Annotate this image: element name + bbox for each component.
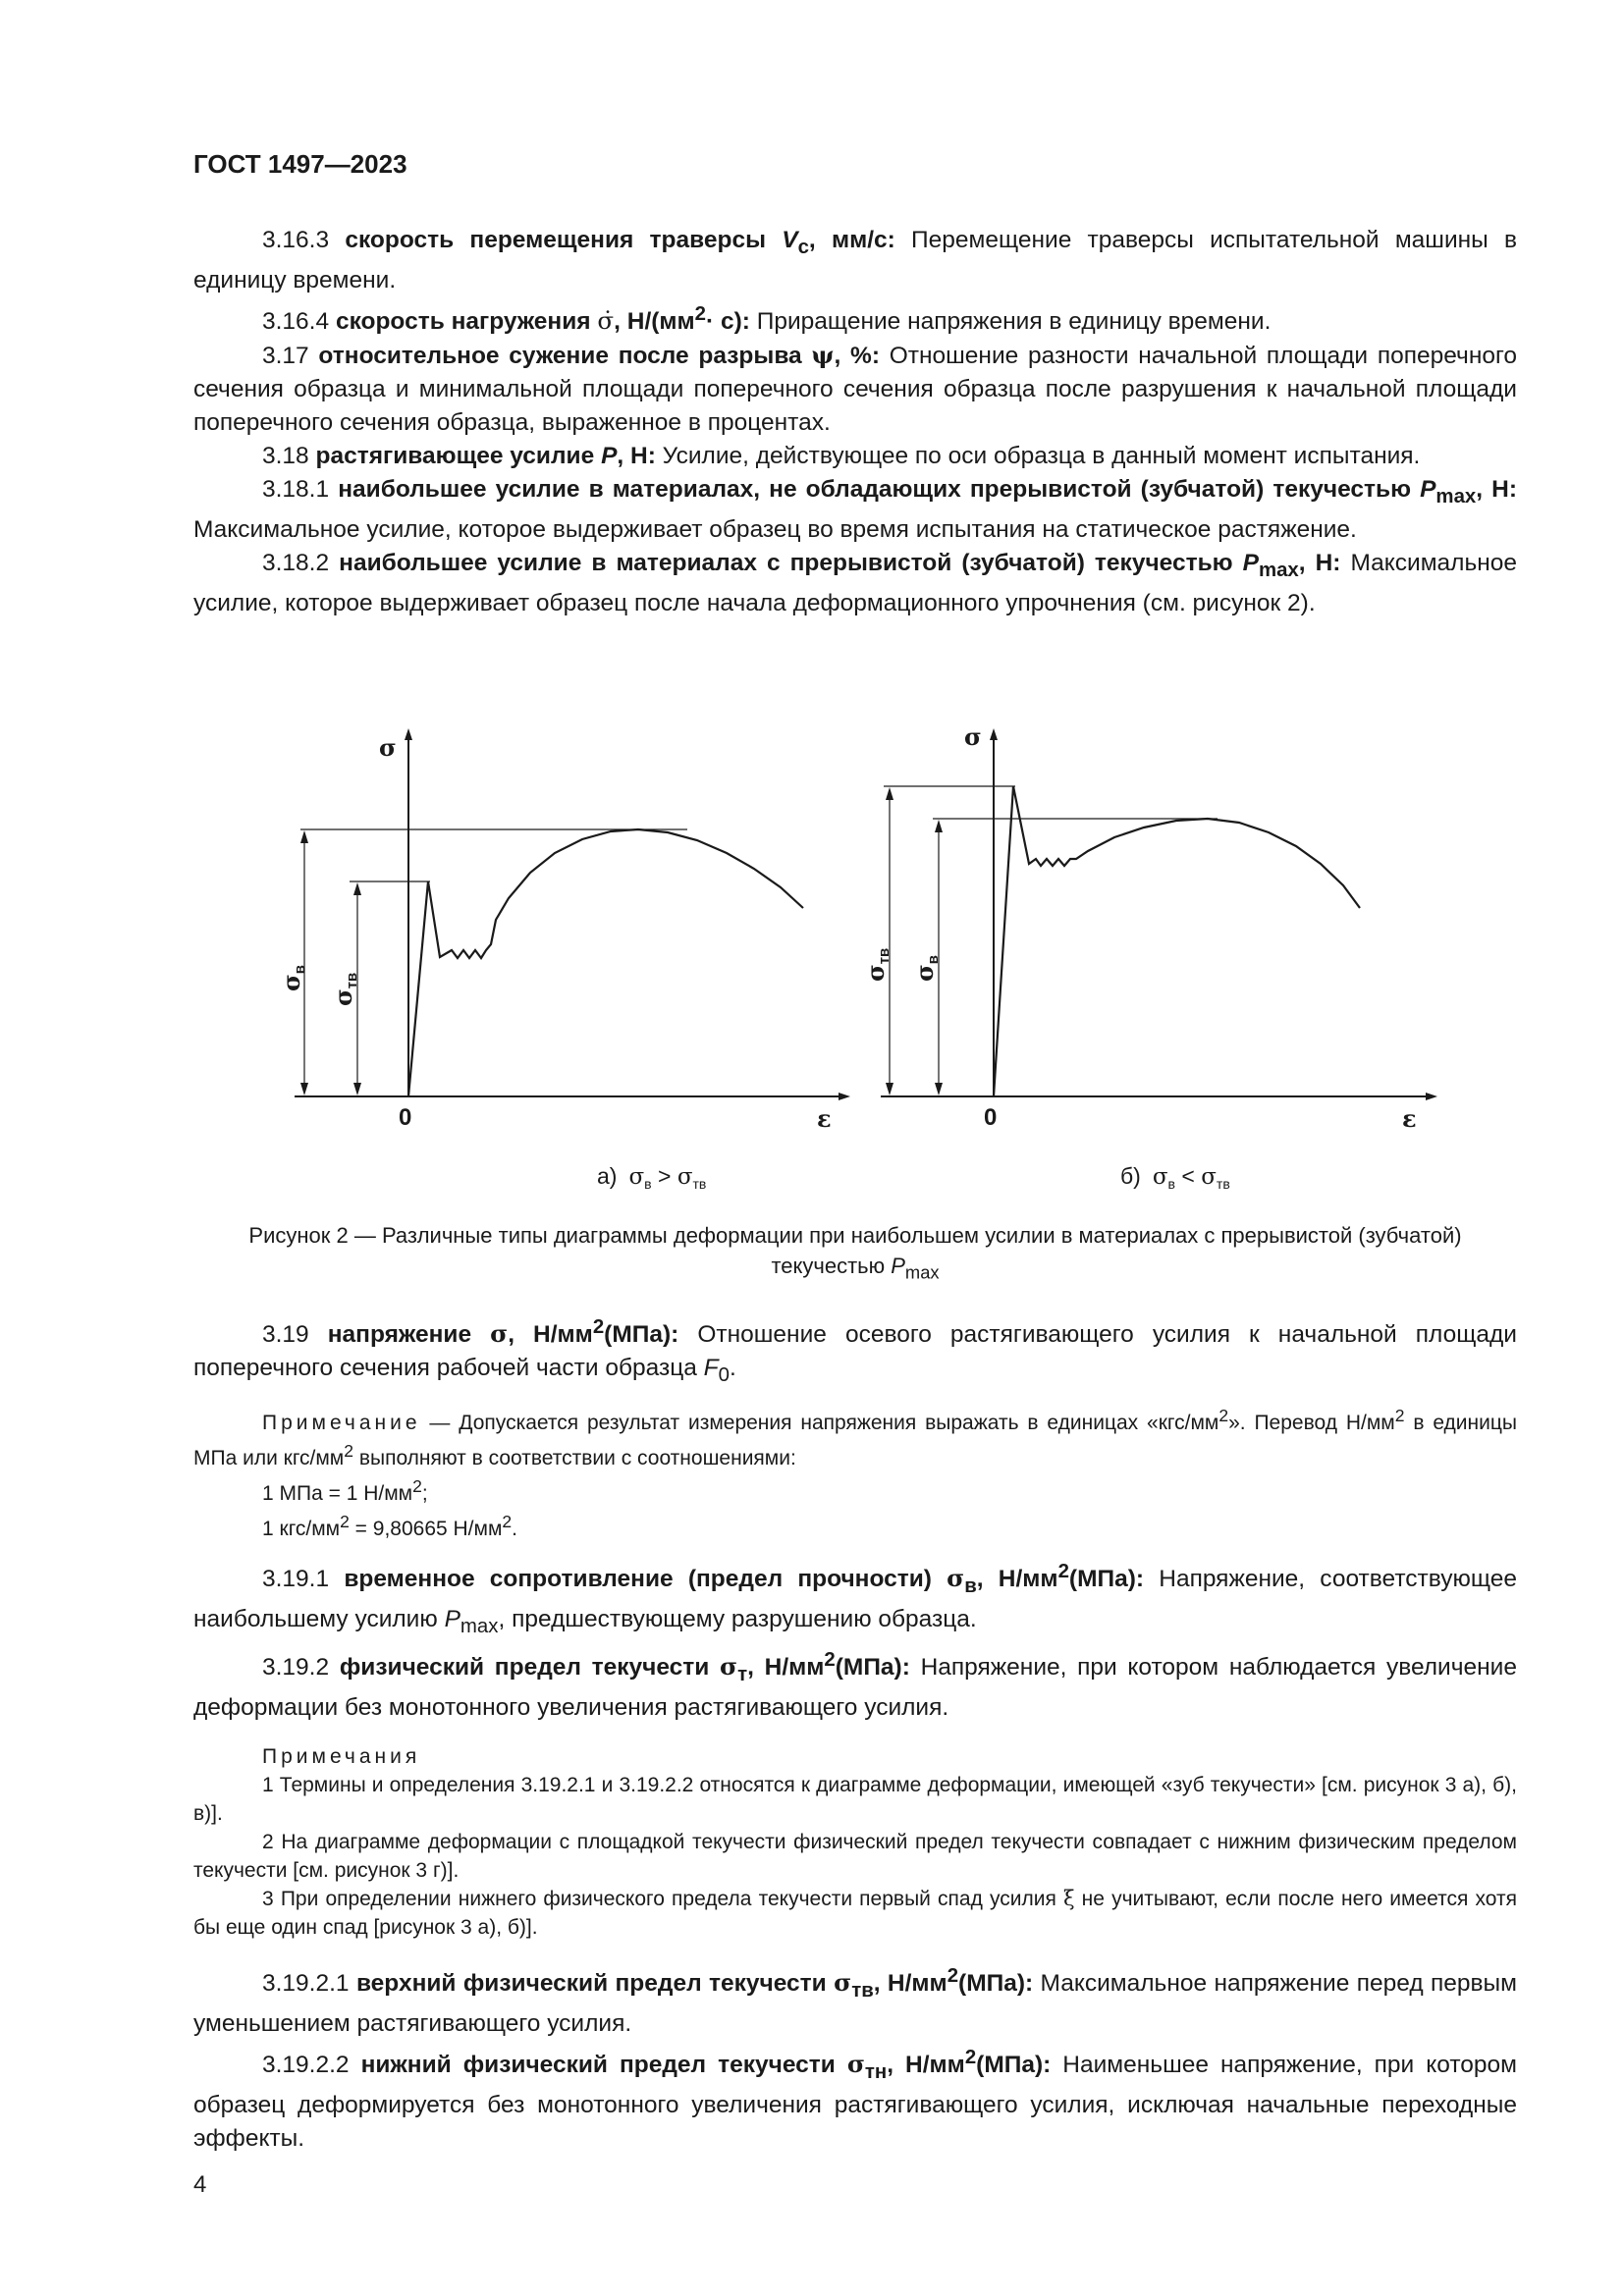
notes-title: Примечания [262, 1745, 421, 1769]
clause-number: 3.17 [262, 343, 309, 370]
diagram-a-axis-y-label: σ [379, 733, 397, 762]
clause-term: относительное сужение после разрыва ψ, %: [318, 341, 880, 370]
clause-definition: Усилие, действующее по оси образца в данный момент испытания. [655, 443, 1421, 470]
clause-term: наибольшее усилие в материалах, не обладающих прерывистой (зубчатой) текучестью $P_{max}$, Н: [338, 476, 1518, 507]
clause-term: временное сопротивление (предел прочности) $\sigma_в$, $Н/мм^2(МПа)$: [344, 1561, 1145, 1598]
clause-3-19-1 [193, 1555, 1517, 1643]
diagram-a-caption: а) $\sigma_в > \sigma_{тв}$ [597, 1163, 707, 1192]
diagram-b-caption: б) $\sigma_в < \sigma_{тв}$ [1120, 1163, 1230, 1192]
clause-definition: Перемещение траверсы испытательной машины в единицу времени. [193, 227, 1518, 294]
clause-3-19 [193, 1310, 1517, 1392]
clause-number: 3.19.2.2 [262, 2052, 350, 2079]
diagram-a-origin-label: 0 [399, 1104, 412, 1131]
clause-term: наибольшее усилие в материалах с прерывистой (зубчатой) текучестью $P_{max}$, Н: [339, 549, 1341, 581]
clause-3-19-2-1 [193, 1959, 1517, 2041]
note-3-19-line-1: 1 МПа = 1 $Н/мм^2$; [262, 1476, 428, 1506]
diagram-b-origin-label: 0 [984, 1104, 998, 1131]
clause-term: скорость нагружения σ̇, $Н/(мм^2\cdot с)$: [335, 302, 750, 336]
clause-term: напряжение σ, $Н/мм^2(МПа)$: [327, 1316, 679, 1349]
note-3-19-text: Примечание — Допускается результат измерения напряжения выражать в единицах «$кгс/мм^2$». Перевод $Н/мм^2$ в единицы МПа или кгс/$мм^2$ выполняют в соответствии с соотношениями: [193, 1406, 1517, 1470]
notes-3-19-2 [193, 1742, 1517, 1942]
clause-number: 3.18.1 [262, 476, 330, 504]
note-1: 1 Термины и определения 3.19.2.1 и 3.19.2.2 относятся к диаграмме деформации, имеющей «зуб текучести» [см. рисунок 3 а), б), в)]. [193, 1774, 1517, 1826]
clause-definition: Напряжение, соответствующее наибольшему усилию $P_{max}$, предшествующему разрушению образца. [193, 1566, 1517, 1637]
clause-definition: Приращение напряжения в единицу времени. [749, 308, 1272, 336]
clause-term: физический предел текучести $\sigma_т$, $Н/мм^2(МПа)$: [339, 1648, 910, 1686]
clause-number: 3.19 [262, 1321, 309, 1349]
clause-number: 3.19.2 [262, 1654, 330, 1682]
diagram-a-sigma-v-label: $\sigma_в$ [277, 965, 308, 991]
clause-term: верхний физический предел текучести $\sigma_{тв}$, $Н/мм^2(МПа)$: [355, 1965, 1034, 2002]
clause-definition: Отношение разности начальной площади поперечного сечения образца и минимальной площади поперечного сечения образца после разрушения к начальной площади поперечного сечения образца, выраженное в процентах. [193, 343, 1518, 437]
clause-number: 3.18.2 [262, 549, 330, 576]
figure-2-caption: Рисунок 2 — Различные типы диаграммы деформации при наибольшем усилии в материалах с прерывистой (зубчатой) текучестью $P_{max}$ [248, 1223, 1462, 1283]
clause-3-19-2-2 [193, 2041, 1517, 2156]
diagram-a-curve [408, 829, 803, 1096]
clause-number: 3.19.1 [262, 1566, 330, 1593]
clause-definition: Отношение осевого растягивающего усилия к начальной площади поперечного сечения рабочей части образца $F_0$. [193, 1321, 1517, 1387]
diagram-b-sigma-tv-label: $\sigma_{тв}$ [861, 947, 893, 982]
clause-3-19-2 [193, 1643, 1517, 1725]
diagram-b-axis-x-label: ε [1402, 1104, 1417, 1133]
clause-number: 3.16.4 [262, 308, 330, 336]
clause-term: нижний физический предел текучести $\sigma_{тн}$, $Н/мм^2(МПа)$: [360, 2047, 1052, 2084]
clause-definition: Максимальное усилие, которое выдерживает образец во время испытания на статическое растяжение. [193, 515, 1357, 543]
note-3: 3 При определении нижнего физического предела текучести первый спад усилия ξ не учитывают, если после него имеется хотя бы еще один спад [рисунок 3 а), б)]. [193, 1887, 1517, 1940]
diagram-a-axis-x-label: ε [817, 1104, 832, 1133]
clause-term: скорость перемещения траверсы $V_c$, мм/с: [345, 227, 895, 258]
document-header: ГОСТ 1497—2023 [193, 149, 407, 179]
clause-term: растягивающее усилие P, Н: [315, 443, 656, 470]
note-2: 2 На диаграмме деформации с площадкой текучести физический предел текучести совпадает с нижним физическим пределом текучести [см. рисунок 3 г)]. [193, 1831, 1517, 1883]
note-3-19 [193, 1402, 1517, 1543]
note-3-19-line-2: 1 кгс/$мм^2 = 9,80665$ $Н/мм^2$. [262, 1512, 517, 1541]
diagram-b-axis-y-label: σ [964, 722, 982, 751]
lower-text-block [193, 1310, 1517, 2156]
clause-definition: Максимальное усилие, которое выдерживает образец после начала деформационного упрочнения (см. рисунок 2). [193, 549, 1518, 616]
diagram-a [295, 734, 844, 1096]
clause-number: 3.16.3 [262, 227, 330, 253]
diagram-a-sigma-tv-label: $\sigma_{тв}$ [329, 972, 360, 1006]
clause-definition: Максимальное напряжение перед первым уменьшением растягивающего усилия. [193, 1970, 1517, 2038]
clause-number: 3.19.2.1 [262, 1970, 350, 1998]
diagram-b-curve [994, 786, 1360, 1096]
page-number: 4 [193, 2171, 207, 2198]
clause-definition: Наименьшее напряжение, при котором образец деформируется без монотонного увеличения растягивающего усилия, исключая начальные переходные эффекты. [193, 2052, 1517, 2153]
diagram-b-sigma-v-label: $\sigma_в$ [910, 955, 942, 982]
clause-number: 3.18 [262, 443, 309, 470]
clause-definition: Напряжение, при котором наблюдается увеличение деформации без монотонного увеличения растягивающего усилия. [193, 1654, 1517, 1722]
diagram-b [881, 734, 1432, 1096]
